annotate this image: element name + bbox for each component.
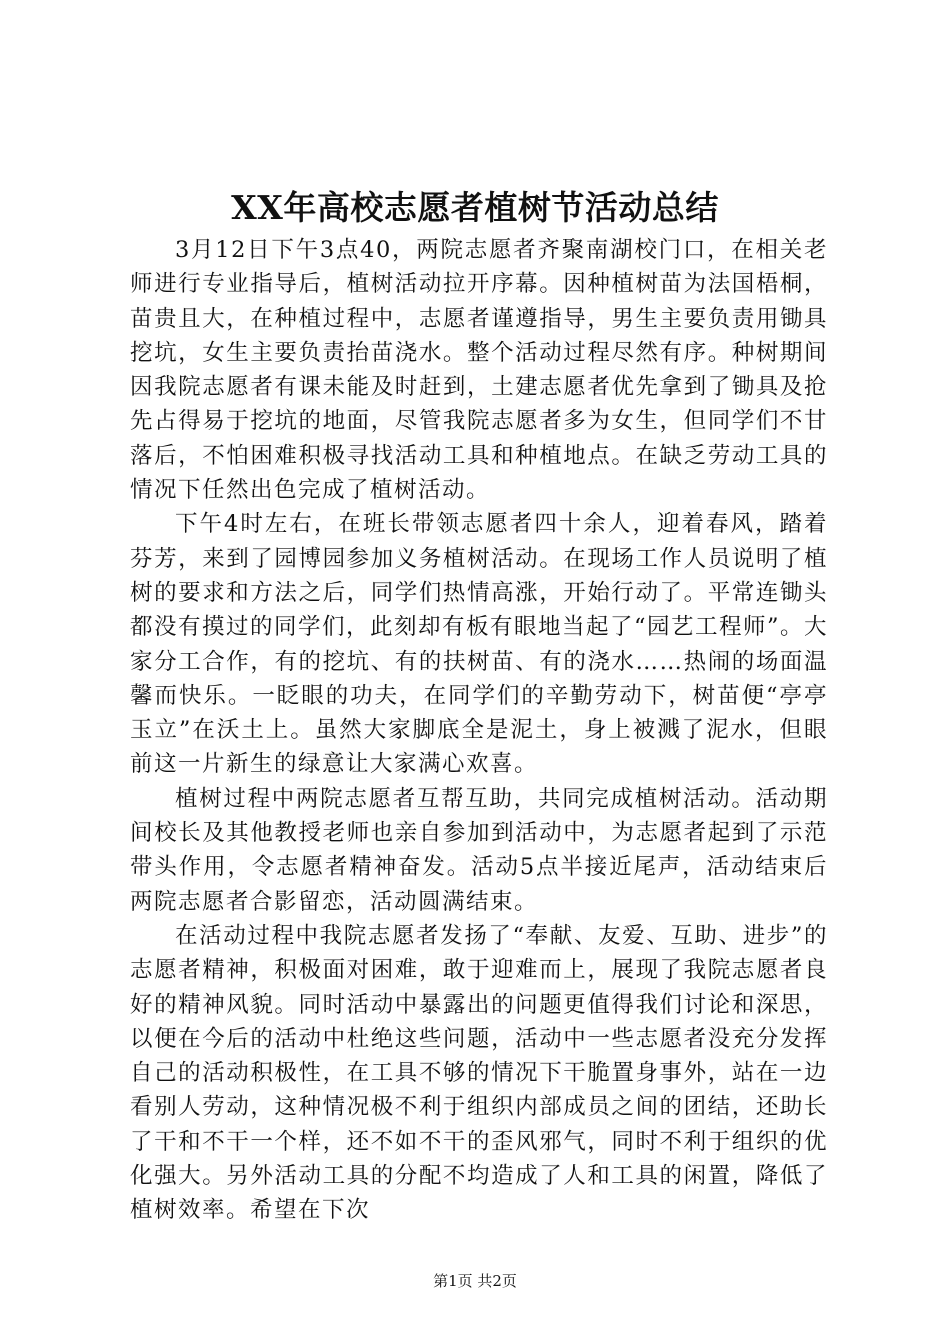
document-body — [130, 233, 828, 1228]
paragraph-1: 3月12日下午3点40，两院志愿者齐聚南湖校门口，在相关老师进行专业指导后，植树活动拉开序幕。因种植树苗为法国梧桐，苗贵且大，在种植过程中，志愿者谨遵指导，男生主要负责用锄具挖坑，女生主要负责抬苗浇水。整个活动过程尽然有序。种树期间因我院志愿者有课未能及时赶到，土建志愿者优先拿到了锄具及抢先占得易于挖坑的地面，尽管我院志愿者多为女生，但同学们不甘落后，不怕困难积极寻找活动工具和种植地点。在缺乏劳动工具的情况下任然出色完成了植树活动。 — [130, 237, 828, 504]
paragraph-2: 下午4时左右，在班长带领志愿者四十余人，迎着春风，踏着芬芳，来到了园博园参加义务植树活动。在现场工作人员说明了植树的要求和方法之后，同学们热情高涨，开始行动了。平常连锄头都没有摸过的同学们，此刻却有板有眼地当起了“园艺工程师”。大家分工合作，有的挖坑、有的扶树苗、有的浇水……热闹的场面温馨而快乐。一眨眼的功夫，在同学们的辛勤劳动下，树苗便“亭亭玉立”在沃土上。虽然大家脚底全是泥土，身上被溅了泥水，但眼前这一片新生的绿意让大家满心欢喜。 — [130, 511, 829, 778]
document-title: XX年高校志愿者植树节活动总结 — [231, 188, 719, 227]
page-footer: 第1页 共2页 — [433, 1272, 517, 1290]
paragraph-4: 在活动过程中我院志愿者发扬了“奉献、友爱、互助、进步”的志愿者精神，积极面对困难，敢于迎难而上，展现了我院志愿者良好的精神风貌。同时活动中暴露出的问题更值得我们讨论和深思，以便在今后的活动中杜绝这些问题，活动中一些志愿者没充分发挥自己的活动积极性，在工具不够的情况下干脆置身事外，站在一边看别人劳动，这种情况极不利于组织内部成员之间的团结，还助长了干和不干一个样，还不如不干的歪风邪气，同时不利于组织的优化强大。另外活动工具的分配不均造成了人和工具的闲置，降低了植树效率。希望在下次 — [130, 922, 828, 1224]
paragraph-3: 植树过程中两院志愿者互帮互助，共同完成植树活动。活动期间校长及其他教授老师也亲自参加到活动中，为志愿者起到了示范带头作用，令志愿者精神奋发。活动5点半接近尾声，活动结束后两院志愿者合影留恋，活动圆满结束。 — [130, 785, 828, 915]
